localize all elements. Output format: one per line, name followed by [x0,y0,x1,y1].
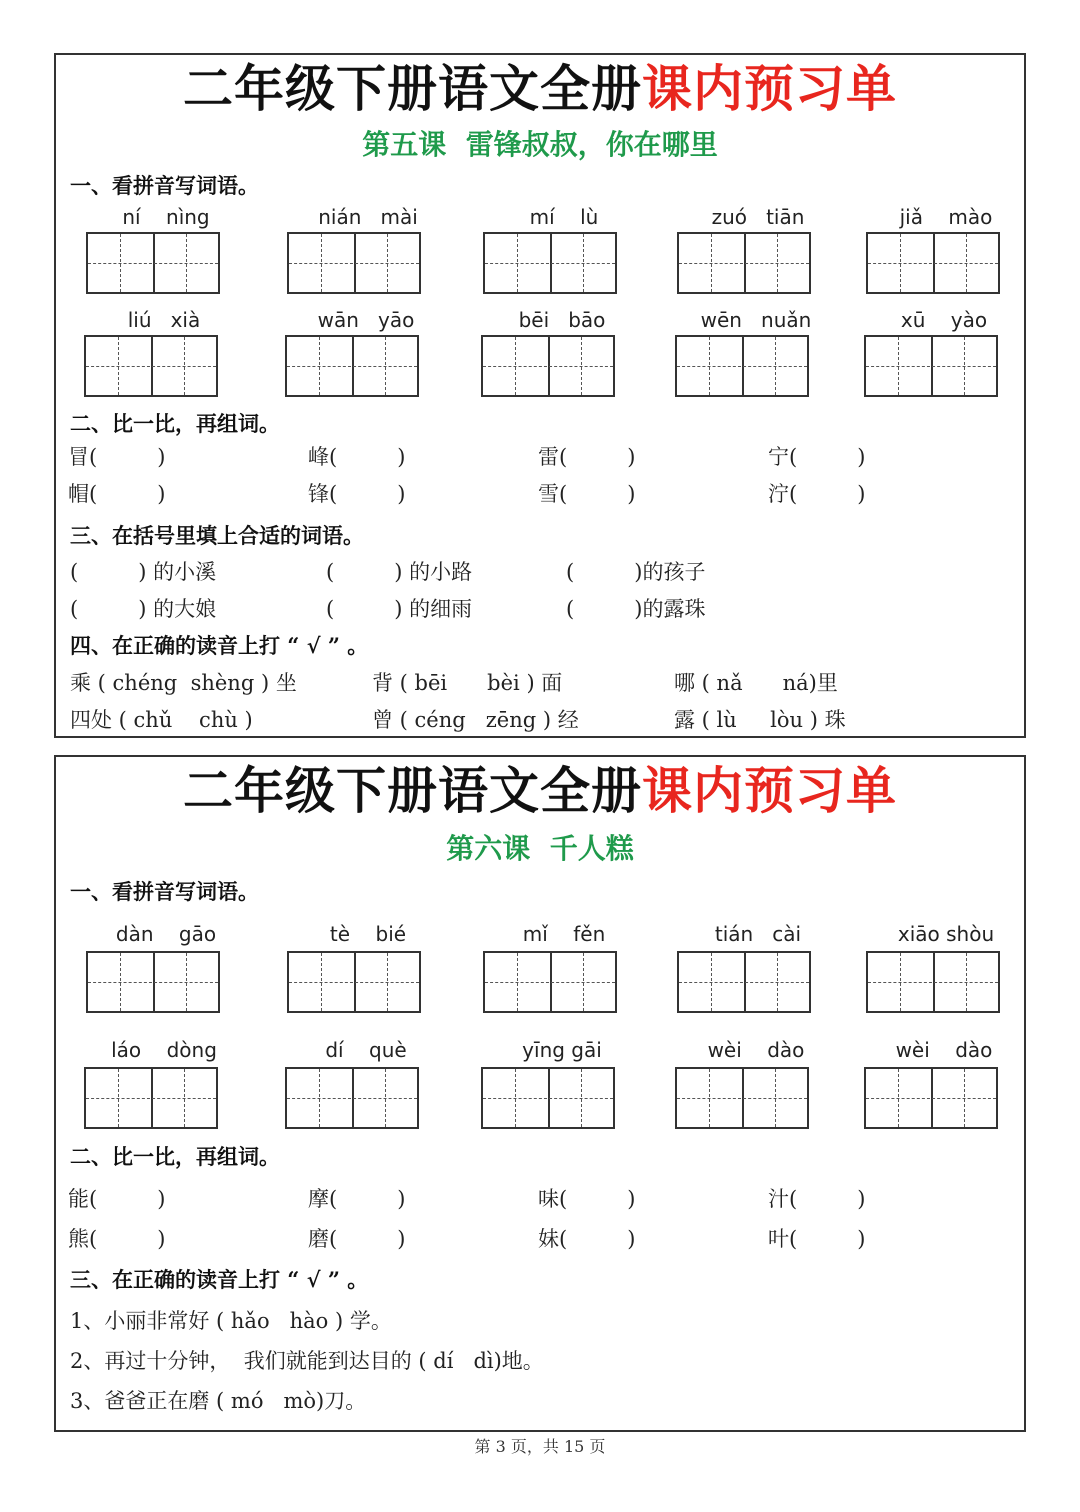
pinyin-label: wēn nuǎn [700,308,812,332]
sentence-item[interactable]: 1、小丽非常好 ( hǎo hào ) 学。 [70,1309,392,1333]
fill-item[interactable]: ( ) 的大娘 [70,597,217,621]
section-heading: 三、在正确的读音上打 “ √ ” 。 [70,1267,369,1292]
compare-item[interactable]: 磨( ) [308,1227,406,1251]
section-heading: 四、在正确的读音上打 “ √ ” 。 [70,633,369,658]
fill-item[interactable]: ( ) 的细雨 [326,597,473,621]
sentence-item[interactable]: 3、爸爸正在磨 ( mó mò)刀。 [70,1389,367,1413]
writing-grid[interactable] [84,1067,218,1129]
compare-item[interactable]: 汁( ) [768,1187,866,1211]
pinyin-label: mǐ fěn [522,922,606,946]
pinyin-label: tián cài [714,922,802,946]
writing-grid[interactable] [864,335,998,397]
fill-item[interactable]: ( )的露珠 [566,597,706,621]
pinyin-label: zuó tiān [711,205,805,229]
page-footer: 第 3 页，共 15 页 [474,1437,606,1456]
compare-item[interactable]: 叶( ) [768,1227,866,1251]
title-main: 二年级下册语文全册 [183,60,642,118]
compare-item[interactable]: 雪( ) [538,482,636,506]
section-heading: 一、看拼音写词语。 [70,879,259,904]
title-highlight: 课内预习单 [642,762,897,820]
pinyin-label: wèi dào [707,1038,805,1062]
writing-grid[interactable] [677,232,811,294]
compare-item[interactable]: 帽( ) [68,482,166,506]
compare-item[interactable]: 味( ) [538,1187,636,1211]
pinyin-label: tè bié [329,922,407,946]
compare-item[interactable]: 摩( ) [308,1187,406,1211]
writing-grid[interactable] [866,232,1000,294]
pinyin-label: xiāo shòu [897,922,995,946]
pinyin-label: wān yāo [317,308,415,332]
pinyin-label: dí què [325,1038,407,1062]
writing-grid[interactable] [677,951,811,1013]
pinyin-label: wèi dào [895,1038,993,1062]
title-highlight: 课内预习单 [642,60,897,118]
title-main: 二年级下册语文全册 [183,762,642,820]
compare-item[interactable]: 锋( ) [308,482,406,506]
pinyin-label: láo dòng [111,1038,217,1062]
compare-item[interactable]: 冒( ) [68,445,166,469]
pinyin-label: xū yào [900,308,988,332]
section-heading: 二、比一比，再组词。 [70,411,280,436]
fill-item[interactable]: ( )的孩子 [566,560,706,584]
reading-choice[interactable]: 乘 ( chéng shèng ) 坐 [70,671,297,695]
lesson5-sheet [54,53,1026,738]
pinyin-label: mí lù [529,205,599,229]
writing-grid[interactable] [483,951,617,1013]
reading-choice[interactable]: 背 ( bēi bèi ) 面 [372,671,563,695]
reading-choice[interactable]: 哪 ( nǎ ná)里 [674,671,838,695]
writing-grid[interactable] [866,951,1000,1013]
writing-grid[interactable] [86,232,220,294]
pinyin-label: dàn gāo [115,922,217,946]
writing-grid[interactable] [675,335,809,397]
compare-item[interactable]: 妹( ) [538,1227,636,1251]
pinyin-label: yīng gāi [522,1038,602,1062]
sheet-title [56,761,1024,821]
compare-item[interactable]: 雷( ) [538,445,636,469]
pinyin-label: jiǎ mào [899,205,993,229]
writing-grid[interactable] [285,335,419,397]
sentence-item[interactable]: 2、再过十分钟， 我们就能到达目的 ( dí dì)地。 [70,1349,544,1373]
fill-item[interactable]: ( ) 的小路 [326,560,473,584]
compare-item[interactable]: 宁( ) [768,445,866,469]
sheet-title [56,59,1024,119]
reading-choice[interactable]: 曾 ( céng zēng ) 经 [372,708,579,732]
writing-grid[interactable] [483,232,617,294]
lesson-subtitle: 第六课 千人糕 [446,832,634,865]
compare-item[interactable]: 能( ) [68,1187,166,1211]
writing-grid[interactable] [86,951,220,1013]
pinyin-label: ní nìng [122,205,210,229]
section-heading: 二、比一比，再组词。 [70,1144,280,1169]
pinyin-label: liú xià [127,308,201,332]
writing-grid[interactable] [864,1067,998,1129]
section-heading: 一、看拼音写词语。 [70,173,259,198]
compare-item[interactable]: 泞( ) [768,482,866,506]
lesson-subtitle: 第五课 雷锋叔叔，你在哪里 [362,128,718,161]
compare-item[interactable]: 峰( ) [308,445,406,469]
writing-grid[interactable] [481,335,615,397]
fill-item[interactable]: ( ) 的小溪 [70,560,217,584]
writing-grid[interactable] [287,232,421,294]
writing-grid[interactable] [481,1067,615,1129]
writing-grid[interactable] [675,1067,809,1129]
pinyin-label: nián mài [318,205,418,229]
writing-grid[interactable] [84,335,218,397]
reading-choice[interactable]: 四处 ( chǔ chù ) [70,708,253,732]
reading-choice[interactable]: 露 ( lù lòu ) 珠 [674,708,846,732]
writing-grid[interactable] [285,1067,419,1129]
lesson6-sheet [54,755,1026,1432]
section-heading: 三、在括号里填上合适的词语。 [70,523,364,548]
writing-grid[interactable] [287,951,421,1013]
pinyin-label: bēi bāo [518,308,606,332]
compare-item[interactable]: 熊( ) [68,1227,166,1251]
